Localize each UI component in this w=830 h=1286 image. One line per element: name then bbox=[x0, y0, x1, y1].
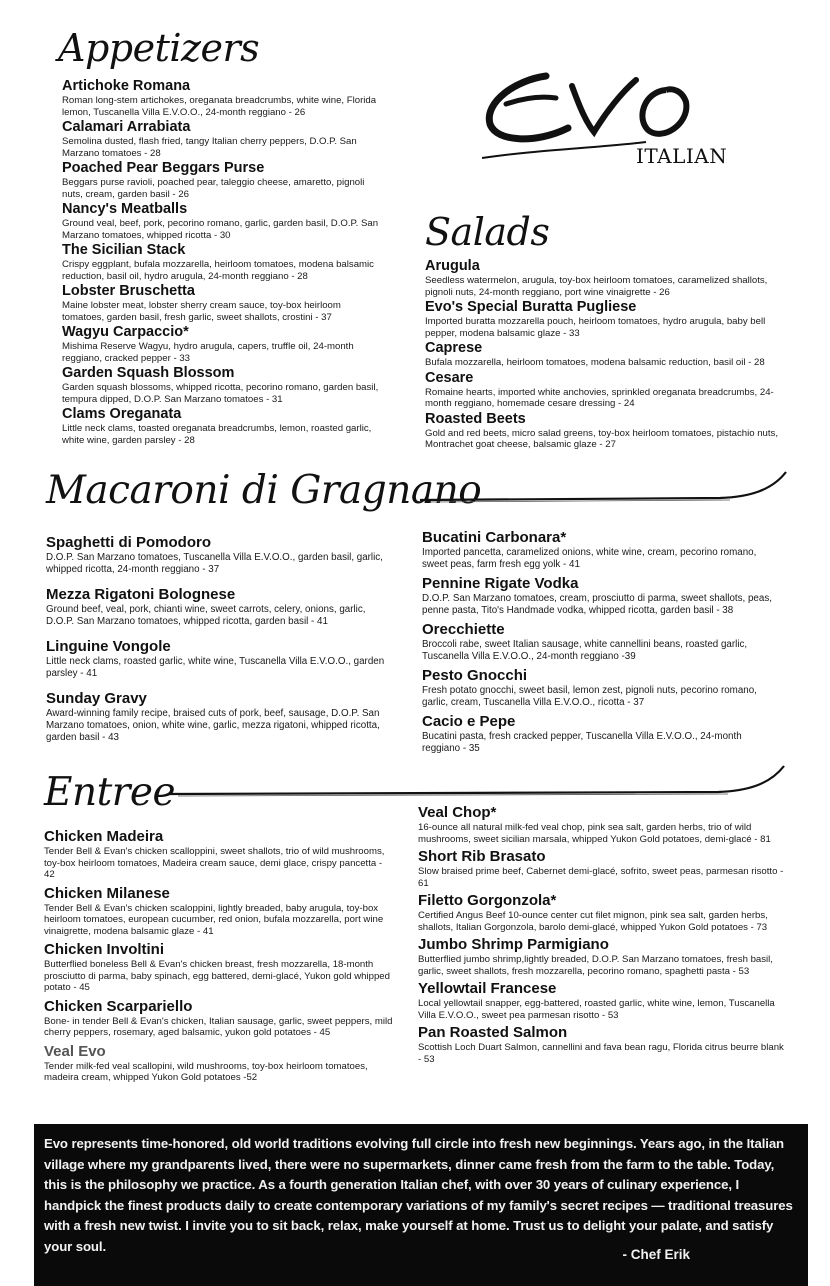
item-name: Sunday Gravy bbox=[46, 690, 147, 707]
chef-message: Evo represents time-honored, old world traditions evolving full circle into fresh new beginnings. Years ago, in the Italian village where my grandparents lived, there were no supermarkets, dinner came fresh from the farm to the table. Today, this is the philosophy we practice. As a fourth generation Italian chef, with over 30 years of culinary experience, I handpick the finest products daily to create contemporary variations of my family's secret recipes — traditional treasures with a fresh new twist. I invite you to sit back, relax, make yourself at home. Trust us to delight your palate, and satisfy your soul. bbox=[44, 1136, 793, 1254]
item-description: Mishima Reserve Wagyu, hydro arugula, capers, truffle oil, 24-month reggiano, cracked pepper - 33 bbox=[62, 341, 354, 364]
appetizers-list bbox=[62, 78, 382, 447]
item-name: Chicken Scarpariello bbox=[44, 997, 193, 1015]
macaroni-heading: Macaroni di Gragnano bbox=[46, 468, 482, 513]
item-description: Ground beef, veal, pork, chianti wine, sweet carrots, celery, onions, garlic, D.O.P. San Marzano tomatoes, whipped ricotta, garden basil - 41 bbox=[46, 604, 366, 627]
menu-item bbox=[62, 406, 382, 446]
menu-item bbox=[44, 998, 394, 1039]
menu-item bbox=[422, 713, 782, 755]
logo-wordmark: ITALIAN bbox=[636, 144, 728, 168]
menu-item bbox=[418, 892, 788, 933]
item-name: Filetto Gorgonzola* bbox=[418, 892, 557, 909]
item-name: Mezza Rigatoni Bolognese bbox=[46, 586, 236, 603]
item-name: Arugula bbox=[425, 258, 480, 274]
item-name: Roasted Beets bbox=[425, 410, 526, 427]
item-name: Pennine Rigate Vodka bbox=[422, 575, 579, 592]
menu-item bbox=[418, 936, 788, 977]
menu-item bbox=[422, 667, 782, 709]
item-description: Tender Bell & Evan's chicken scaloppini, lightly breaded, baby arugula, toy-box heirloom tomatoes, european cucumber, red onion, bufala mozzarella, port wine vinaigrette, modena balsamic glaze - 41 bbox=[44, 902, 384, 937]
menu-item bbox=[62, 242, 382, 282]
menu-item bbox=[418, 980, 788, 1021]
item-description: 16-ounce all natural milk-fed veal chop, pink sea salt, garden herbs, trio of wild mushrooms, sweet sicilian marsala, whipped Yukon Gold potatoes, demi-glacé - 81 bbox=[418, 822, 771, 845]
menu-item bbox=[46, 586, 386, 628]
item-description: Crispy eggplant, bufala mozzarella, heirloom tomatoes, modena balsamic reduction, basil oil, hydro arugula, 24-month reggiano - 28 bbox=[62, 259, 374, 282]
menu-item bbox=[422, 529, 782, 571]
item-description: Butterflied jumbo shrimp,lightly breaded, D.O.P. San Marzano tomatoes, fresh basil, garlic, sweet shallots, fresh mozzarella, pecorino romano, spaghetti pasta - 53 bbox=[418, 954, 773, 977]
item-description: Slow braised prime beef, Cabernet demi-glacé, sofrito, sweet peas, parmesan risotto - 61 bbox=[418, 866, 784, 889]
menu-item bbox=[62, 119, 382, 159]
menu-item bbox=[46, 690, 386, 744]
menu-item bbox=[425, 258, 785, 298]
item-name: Orecchiette bbox=[422, 621, 505, 638]
menu-item bbox=[418, 1024, 788, 1065]
item-description: Ground veal, beef, pork, pecorino romano, garlic, garden basil, D.O.P. San Marzano tomatoes, whipped ricotta - 30 bbox=[62, 218, 379, 241]
menu-item bbox=[46, 638, 386, 680]
item-description: Romaine hearts, imported white anchovies, sprinkled oreganata breadcrumbs, 24-month reggiano, homemade cesare dressing - 24 bbox=[425, 386, 774, 409]
item-description: Broccoli rabe, sweet Italian sausage, white cannellini beans, roasted garlic, Tuscanella Villa E.V.O.O., 24-month reggiano -39 bbox=[422, 639, 748, 662]
swoosh-divider-1 bbox=[420, 468, 790, 508]
menu-item bbox=[62, 160, 382, 200]
item-description: Roman long-stem artichokes, oreganata breadcrumbs, white wine, Florida lemon, Tuscanella Villa E.V.O.O., 24-month reggiano - 26 bbox=[62, 95, 377, 118]
menu-item bbox=[62, 78, 382, 118]
chef-message-footer bbox=[34, 1124, 808, 1286]
item-name: Short Rib Brasato bbox=[418, 848, 546, 865]
pasta-list-right bbox=[422, 529, 782, 757]
item-name: Artichoke Romana bbox=[62, 78, 191, 94]
item-description: Bone- in tender Bell & Evan's chicken, Italian sausage, garlic, sweet peppers, mild cherry peppers, rosemary, aged balsamic, yukon gold potatoes - 45 bbox=[44, 1015, 393, 1038]
menu-item bbox=[425, 299, 785, 339]
item-description: Maine lobster meat, lobster sherry cream sauce, toy-box heirloom tomatoes, garden basil, fresh garlic, sweet shallots, crostini - 37 bbox=[62, 300, 341, 323]
entree-heading: Entree bbox=[44, 770, 176, 815]
item-description: Semolina dusted, flash fried, tangy Italian cherry peppers, D.O.P. San Marzano tomatoes - 28 bbox=[62, 136, 357, 159]
menu-item bbox=[425, 411, 785, 451]
item-name: Wagyu Carpaccio* bbox=[62, 324, 189, 340]
item-name: Cacio e Pepe bbox=[422, 713, 516, 730]
item-description: Certified Angus Beef 10-ounce center cut filet mignon, pink sea salt, garden herbs, shallots, Italian Gorgonzola, barolo demi-glacé, whipped Yukon Gold potatoes - 73 bbox=[418, 910, 768, 933]
menu-item bbox=[62, 365, 382, 405]
item-name: Garden Squash Blossom bbox=[62, 365, 235, 381]
item-name: Clams Oreganata bbox=[62, 406, 182, 422]
item-name: Pan Roasted Salmon bbox=[418, 1024, 568, 1041]
item-description: Butterflied boneless Bell & Evan's chicken breast, fresh mozzarella, 18-month prosciutto di parma, baby spinach, egg battered, demi-glacé, Yukon gold whipped potato - 45 bbox=[44, 959, 390, 993]
item-name: Evo's Special Buratta Pugliese bbox=[425, 299, 637, 315]
evo-logo bbox=[476, 62, 746, 172]
item-name: Yellowtail Francese bbox=[418, 980, 557, 997]
menu-item bbox=[418, 804, 788, 845]
menu-item bbox=[418, 848, 788, 889]
item-name: Jumbo Shrimp Parmigiano bbox=[418, 936, 609, 953]
item-name: Veal Evo bbox=[44, 1042, 106, 1060]
item-name: Lobster Bruschetta bbox=[62, 283, 195, 299]
item-name: Chicken Madeira bbox=[44, 828, 164, 845]
pasta-list-left bbox=[46, 534, 386, 746]
menu-item bbox=[62, 283, 382, 323]
menu-item bbox=[62, 324, 382, 364]
item-name: Spaghetti di Pomodoro bbox=[46, 534, 211, 551]
menu-item bbox=[422, 575, 782, 617]
salads-heading: Salads bbox=[425, 210, 550, 254]
item-description: Imported pancetta, caramelized onions, white wine, cream, pecorino romano, sweet peas, farm fresh egg yolk - 41 bbox=[422, 547, 757, 570]
item-description: Little neck clams, toasted oreganata breadcrumbs, lemon, roasted garlic, white wine, garden parsley - 28 bbox=[62, 423, 372, 446]
menu-item bbox=[44, 828, 394, 881]
item-name: Chicken Milanese bbox=[44, 884, 170, 902]
item-description: Fresh potato gnocchi, sweet basil, lemon zest, pignoli nuts, pecorino romano, garlic, cream, Tuscanella Villa E.V.O.O., ricotta - 37 bbox=[422, 685, 757, 708]
item-description: Award-winning family recipe, braised cuts of pork, beef, sausage, D.O.P. San Marzano tomatoes, onion, white wine, garlic, mezza rigatoni, whipped ricotta, garden basil - 43 bbox=[46, 708, 380, 743]
entree-list-right bbox=[418, 804, 788, 1067]
item-name: Veal Chop* bbox=[418, 804, 497, 821]
item-name: Poached Pear Beggars Purse bbox=[62, 160, 265, 176]
item-description: Tender milk-fed veal scallopini, wild mushrooms, toy-box heirloom tomatoes, madeira cream, whipped Yukon Gold potatoes -52 bbox=[44, 1060, 368, 1083]
item-description: Bufala mozzarella, heirloom tomatoes, modena balsamic reduction, basil oil - 28 bbox=[425, 357, 765, 368]
appetizers-heading: Appetizers bbox=[58, 26, 260, 70]
item-name: Chicken Involtini bbox=[44, 941, 165, 958]
item-name: Caprese bbox=[425, 340, 483, 356]
item-description: Garden squash blossoms, whipped ricotta, pecorino romano, garden basil, tempura dipped, D.O.P. San Marzano tomatoes - 31 bbox=[62, 382, 379, 405]
item-name: Bucatini Carbonara* bbox=[422, 529, 567, 546]
chef-signature: - Chef Erik bbox=[622, 1247, 690, 1262]
item-description: D.O.P. San Marzano tomatoes, Tuscanella Villa E.V.O.O., garden basil, garlic, whipped ricotta, 24-month reggiano - 37 bbox=[46, 552, 383, 575]
item-name: The Sicilian Stack bbox=[62, 242, 186, 258]
salads-list bbox=[425, 258, 785, 452]
item-description: Local yellowtail snapper, egg-battered, roasted garlic, white wine, lemon, Tuscanella Villa E.V.O.O., sweet pea parmesan risotto - 53 bbox=[418, 998, 775, 1021]
item-description: Imported buratta mozzarella pouch, heirloom tomatoes, hydro arugula, baby bell pepper, modena balsamic glaze - 33 bbox=[425, 316, 766, 339]
menu-item bbox=[44, 885, 394, 938]
item-description: D.O.P. San Marzano tomatoes, cream, prosciutto di parma, sweet shallots, peas, penne pasta, Tito's Handmade vodka, whipped ricotta, garden basil - 38 bbox=[422, 593, 772, 616]
item-name: Pesto Gnocchi bbox=[422, 667, 528, 684]
menu-item bbox=[46, 534, 386, 576]
menu-item bbox=[422, 621, 782, 663]
item-name: Linguine Vongole bbox=[46, 638, 171, 655]
menu-item bbox=[62, 201, 382, 241]
item-name: Calamari Arrabiata bbox=[62, 119, 191, 135]
item-description: Bucatini pasta, fresh cracked pepper, Tuscanella Villa E.V.O.O., 24-month reggiano - 35 bbox=[422, 731, 742, 754]
swoosh-divider-2 bbox=[168, 762, 788, 802]
menu-item bbox=[44, 941, 394, 994]
item-description: Scottish Loch Duart Salmon, cannellini and fava bean ragu, Florida citrus beurre blank - 53 bbox=[418, 1042, 784, 1065]
item-description: Tender Bell & Evan's chicken scalloppini, sweet shallots, trio of wild mushrooms, toy-box heirloom tomatoes, Madeira cream sauce, demi glace, crispy pancetta - 42 bbox=[44, 846, 385, 880]
item-description: Little neck clams, roasted garlic, white wine, Tuscanella Villa E.V.O.O., garden parsley - 41 bbox=[46, 656, 385, 679]
menu-item bbox=[425, 370, 785, 410]
entree-list-left bbox=[44, 828, 394, 1086]
menu-item bbox=[425, 340, 785, 369]
item-description: Seedless watermelon, arugula, toy-box heirloom tomatoes, caramelized shallots, pignoli nuts, 24-month reggiano, port wine vinaigrette - 26 bbox=[425, 275, 768, 298]
item-name: Cesare bbox=[425, 369, 474, 386]
item-description: Gold and red beets, micro salad greens, toy-box heirloom tomatoes, pistachio nuts, Montrachet goat cheese, balsamic glaze - 27 bbox=[425, 427, 779, 450]
item-name: Nancy's Meatballs bbox=[62, 201, 188, 217]
item-description: Beggars purse ravioli, poached pear, taleggio cheese, amaretto, pignoli nuts, cream, garden basil - 26 bbox=[62, 177, 365, 200]
menu-item bbox=[44, 1043, 394, 1084]
